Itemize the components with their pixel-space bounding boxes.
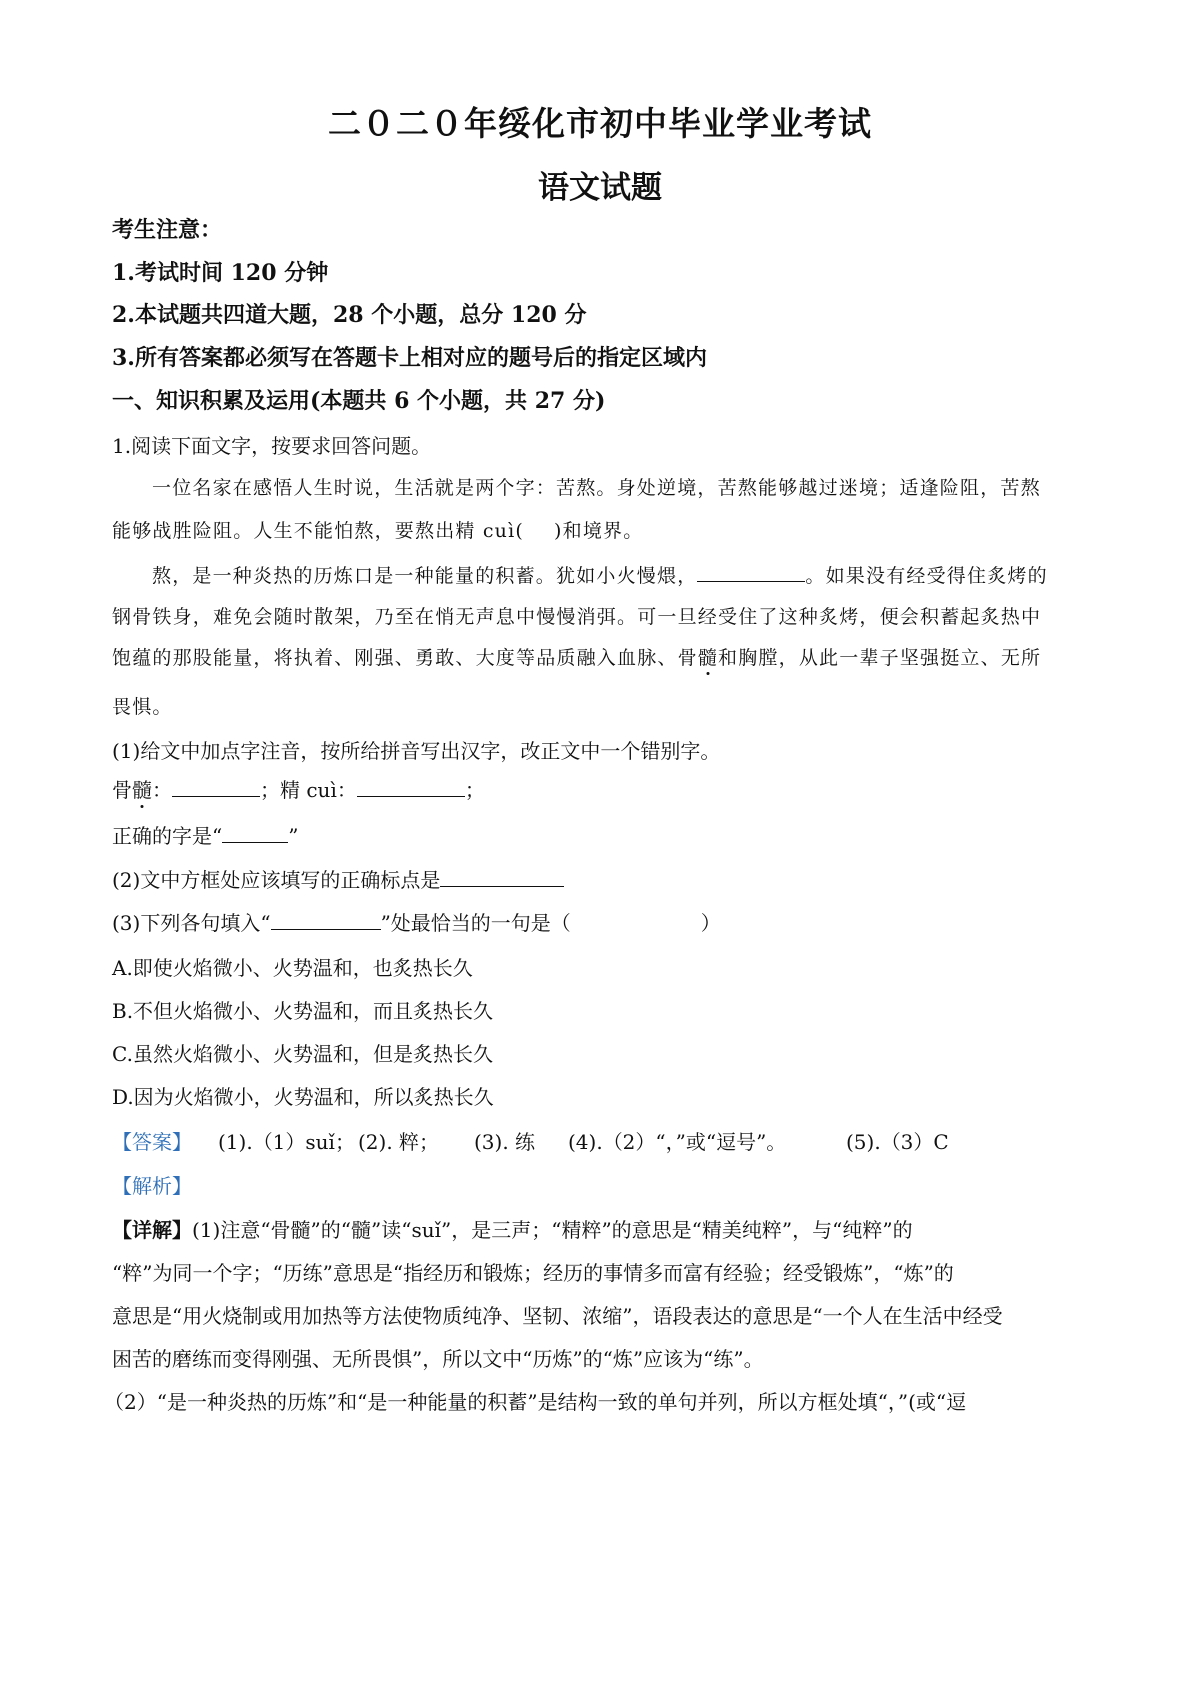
option-c: C.虽然火焰微小、火势温和，但是炙热长久 <box>112 1042 493 1066</box>
option-b: B.不但火焰微小、火势温和，而且炙热长久 <box>112 999 494 1023</box>
dotted-char: 髓 <box>132 778 152 802</box>
answer-label: 【答案】 <box>112 1130 192 1154</box>
section-heading: 一、知识积累及运用(本题共 6 个小题，共 27 分) <box>112 388 606 414</box>
sub-question-3 <box>112 907 721 936</box>
answer-text: ” <box>288 824 299 848</box>
exam-subtitle: 语文试题 <box>538 170 662 206</box>
answer-item: (5).（3）C <box>846 1130 949 1154</box>
passage-line: 畏惧。 <box>112 696 173 718</box>
analysis-text: (1)注意“骨髓”的“髓”读“suǐ”，是三声；“精粹”的意思是“精美纯粹”，与“纯粹”的 <box>192 1218 913 1242</box>
question-text: ”处最恰当的一句是（ <box>380 911 571 935</box>
answer-item: (4).（2）“，”或“逗号”。 <box>568 1130 787 1154</box>
answer-item: (2). 粹； <box>358 1130 440 1154</box>
passage-line <box>112 516 643 543</box>
answer-item: (1).（1）suǐ； <box>218 1130 355 1154</box>
question-text: (2)文中方框处应该填写的正确标点是 <box>112 868 441 892</box>
analysis-line: （2）“是一种炎热的历炼”和“是一种能量的积蓄”是结构一致的单句并列，所以方框处填“，”(或“逗 <box>104 1390 967 1414</box>
passage-text: 。如果没有经受得住炙烤的 <box>805 565 1048 587</box>
sub-question-1-answers <box>112 774 485 803</box>
hanzi-blank[interactable] <box>357 778 465 797</box>
analysis-line: 意思是“用火烧制或用加热等方法使物质纯净、坚韧、浓缩”，语段表达的意思是“一个人在生活中经受 <box>112 1304 1003 1328</box>
passage-text: 饱蕴的那股能量，将执着、刚强、勇敢、大度等品质融入血脉、骨 <box>112 647 698 669</box>
punctuation-blank[interactable] <box>440 868 564 887</box>
option-d: D.因为火焰微小，火势温和，所以炙热长久 <box>112 1085 494 1109</box>
notice-item: 2.本试题共四道大题，28 个小题，总分 120 分 <box>112 302 587 328</box>
answer-text: 骨 <box>112 778 132 802</box>
option-a: A.即使火焰微小、火势温和，也炙热长久 <box>112 956 473 980</box>
notice-heading: 考生注意： <box>112 217 223 243</box>
notice-item: 1.考试时间 120 分钟 <box>112 260 329 286</box>
analysis-line <box>112 1214 913 1243</box>
analysis-line: “粹”为同一个字；“历练”意思是“指经历和锻炼；经历的事情多而富有经验；经受锻炼”，“炼”的 <box>112 1261 954 1285</box>
passage-line: 钢骨铁身，难免会随时散架，乃至在悄无声息中慢慢消弭。可一旦经受住了这种炙烤，便会积蓄起炙热中 <box>112 606 1042 628</box>
passage-text: )和境界。 <box>554 520 644 542</box>
answer-item: (3). 练 <box>474 1130 536 1154</box>
analysis-line: 困苦的磨练而变得刚强、无所畏惧”，所以文中“历炼”的“炼”应该为“练”。 <box>112 1347 764 1371</box>
question-text: (3)下列各句填入“ <box>112 911 271 935</box>
notice-item: 3.所有答案都必须写在答题卡上相对应的题号后的指定区域内 <box>112 345 707 371</box>
sub-question-1: (1)给文中加点字注音，按所给拼音写出汉字，改正文中一个错别字。 <box>112 739 721 763</box>
correct-char-line <box>112 820 298 849</box>
passage-line: 一位名家在感悟人生时说，生活就是两个字：苦熬。身处逆境，苦熬能够越过迷境；适逢险阻，苦熬 <box>152 477 1041 499</box>
question-stem: 1.阅读下面文字，按要求回答问题。 <box>112 434 432 458</box>
fill-blank[interactable] <box>697 563 805 582</box>
passage-line <box>152 561 1048 588</box>
detail-label: 【详解】 <box>112 1218 192 1242</box>
question-text: ） <box>700 911 721 935</box>
sentence-blank[interactable] <box>271 911 381 930</box>
passage-line <box>112 643 1041 670</box>
answer-text: ；精 cuì： <box>260 778 357 802</box>
sub-question-2 <box>112 864 564 893</box>
pinyin-blank[interactable] <box>172 778 260 797</box>
passage-text: 和胸膛，从此一辈子坚强挺立、无所 <box>718 647 1042 669</box>
correct-char-blank[interactable] <box>222 824 288 843</box>
passage-text: 能够战胜险阻。人生不能怕熬，要熬出精 cuì( <box>112 520 525 542</box>
answer-text: 正确的字是“ <box>112 824 223 848</box>
exam-title: 二０二０年绥化市初中毕业学业考试 <box>328 104 872 143</box>
passage-text: 熬，是一种炎热的历炼口是一种能量的积蓄。犹如小火慢煨， <box>152 565 698 587</box>
answer-text: ； <box>464 778 485 802</box>
answer-text: ： <box>152 778 172 802</box>
dotted-char: 髓 <box>697 647 719 669</box>
analysis-label: 【解析】 <box>112 1174 192 1198</box>
